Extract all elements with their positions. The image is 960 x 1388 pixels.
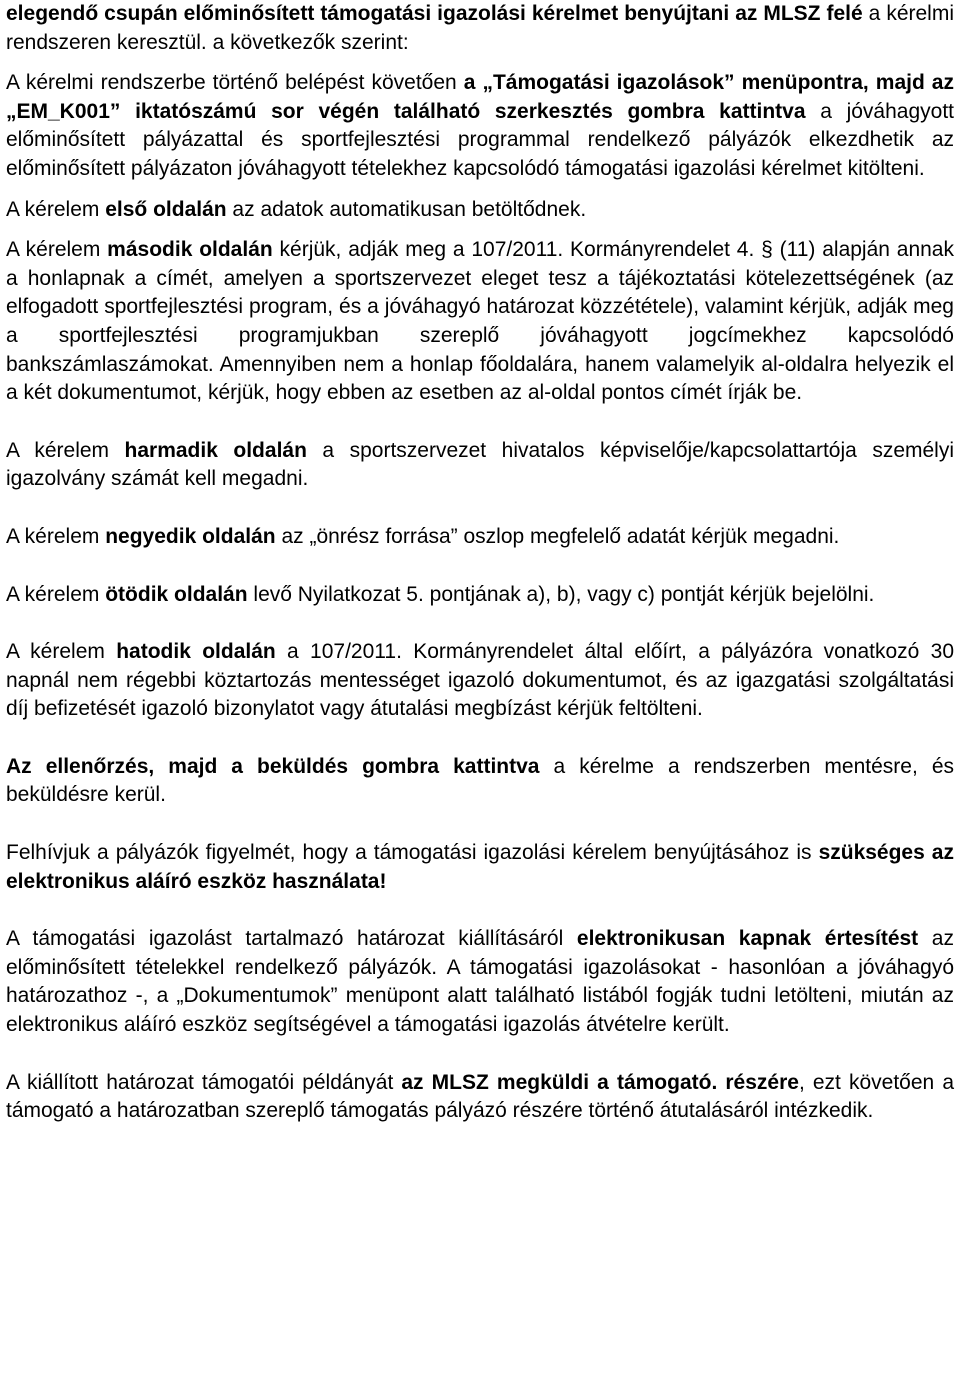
text: az „önrész forrása” oszlop megfelelő adatát kérjük megadni. — [275, 524, 840, 548]
paragraph-notification — [6, 925, 954, 1039]
text-bold: a „Támogatási igazolások” menüpontra, majd az „EM_K001” iktatószámú sor végén található szerkesztés gombra kattintva — [6, 71, 954, 123]
text-bold: ötödik oldalán — [105, 582, 248, 606]
paragraph-transfer — [6, 1069, 954, 1126]
paragraph-page4 — [6, 523, 954, 552]
paragraph-intro — [6, 0, 954, 57]
text: A kérelem — [6, 238, 108, 262]
text: A kérelem — [6, 582, 106, 606]
text: a jóváhagyott előminősített pályázattal és sportfejlesztési programmal rendelkező pályázók elkezdhetik az előminősített pályázaton jóváhagyott tételekhez kapcsolódó támogatási igazolási kérelmet kitölteni. — [6, 99, 954, 180]
paragraph-signature — [6, 839, 954, 896]
text: az adatok automatikusan betöltődnek. — [226, 197, 587, 221]
text-bold: második oldalán — [107, 238, 273, 262]
text-bold: negyedik oldalán — [105, 524, 276, 548]
text: a kérelme a rendszerben mentésre, és beküldésre kerül. — [6, 754, 954, 807]
text: a kérelmi rendszeren keresztül. a következők szerint: — [6, 2, 955, 54]
text: , ezt követően a támogató a határozatban szereplő támogatás pályázó részére történő átutalásáról intézkedik. — [6, 1070, 954, 1123]
text-bold: harmadik oldalán — [124, 438, 307, 462]
text: A kérelem — [6, 640, 117, 664]
paragraph-page1 — [6, 196, 954, 225]
paragraph-page6 — [6, 638, 954, 724]
text-bold: szükséges az elektronikus aláíró eszköz használata! — [6, 841, 954, 893]
text: kérjük, adják meg a 107/2011. Kormányrendelet 4. § (11) alapján annak a honlapnak a címét, amelyen a sportszervezet eleget tesz a tájékoztatási kötelezettségének (az elfogadott sportfejlesztési program, és a jóváhagyó határozat közzététele), valamint kérjük, adják meg a sportfejlesztési programjukban szereplő jóváhagyott jogcímekhez kapcsolódó bankszámlaszámokat. Amennyiben nem a honlap főoldalára, hanem valamelyik al-oldalra helyezik el a két dokumentumot, kérjük, hogy ebben az esetben az al-oldal pontos címét írják be. — [6, 238, 954, 405]
text: A támogatási igazolást tartalmazó határozat kiállításáról — [6, 927, 577, 951]
text: az előminősített tételekkel rendelkező pályázók. A támogatási igazolásokat - hasonlóan a jóváhagyó határozathoz -, a „Dokumentumok” menüpont alatt található listából fogják tudni letölteni, miután az elektronikus aláíró eszköz segítségével a támogatási igazolás átvételre került. — [6, 927, 954, 1037]
text: levő Nyilatkozat 5. pontjának a), b), vagy c) pontját kérjük bejelölni. — [247, 582, 875, 606]
text-bold: elektronikusan kapnak értesítést — [576, 927, 919, 951]
text: A kérelem — [6, 524, 106, 548]
text-bold: Az ellenőrzés, majd a beküldés gombra kattintva — [6, 754, 540, 778]
text: a 107/2011. Kormányrendelet által előírt, a pályázóra vonatkozó 30 napnál nem régebbi köztartozás mentességet igazoló dokumentumot, és az igazgatási szolgáltatási díj befizetését igazoló bizonylatot vagy átutalási megbízást kérjük feltölteni. — [6, 640, 955, 721]
text: Felhívjuk a pályázók figyelmét, hogy a támogatási igazolási kérelem benyújtásához is — [6, 841, 819, 865]
text: a sportszervezet hivatalos képviselője/kapcsolattartója személyi igazolvány számát kell megadni. — [6, 438, 954, 491]
text-bold: első oldalán — [105, 197, 227, 221]
paragraph-page5 — [6, 581, 954, 610]
text-bold: elegendő csupán előminősített támogatási igazolási kérelmet benyújtani az MLSZ felé — [6, 2, 863, 25]
text: A kérelem — [6, 438, 125, 462]
paragraph-submit — [6, 753, 954, 810]
text-bold: az MLSZ megküldi a támogató. részére — [401, 1070, 799, 1094]
text-bold: hatodik oldalán — [116, 640, 276, 664]
paragraph-login — [6, 69, 954, 183]
text: A kérelem — [6, 197, 106, 221]
paragraph-page2 — [6, 236, 954, 408]
paragraph-page3 — [6, 437, 954, 494]
text: A kiállított határozat támogatói példányát — [6, 1070, 402, 1094]
text: A kérelmi rendszerbe történő belépést követően — [6, 71, 464, 95]
